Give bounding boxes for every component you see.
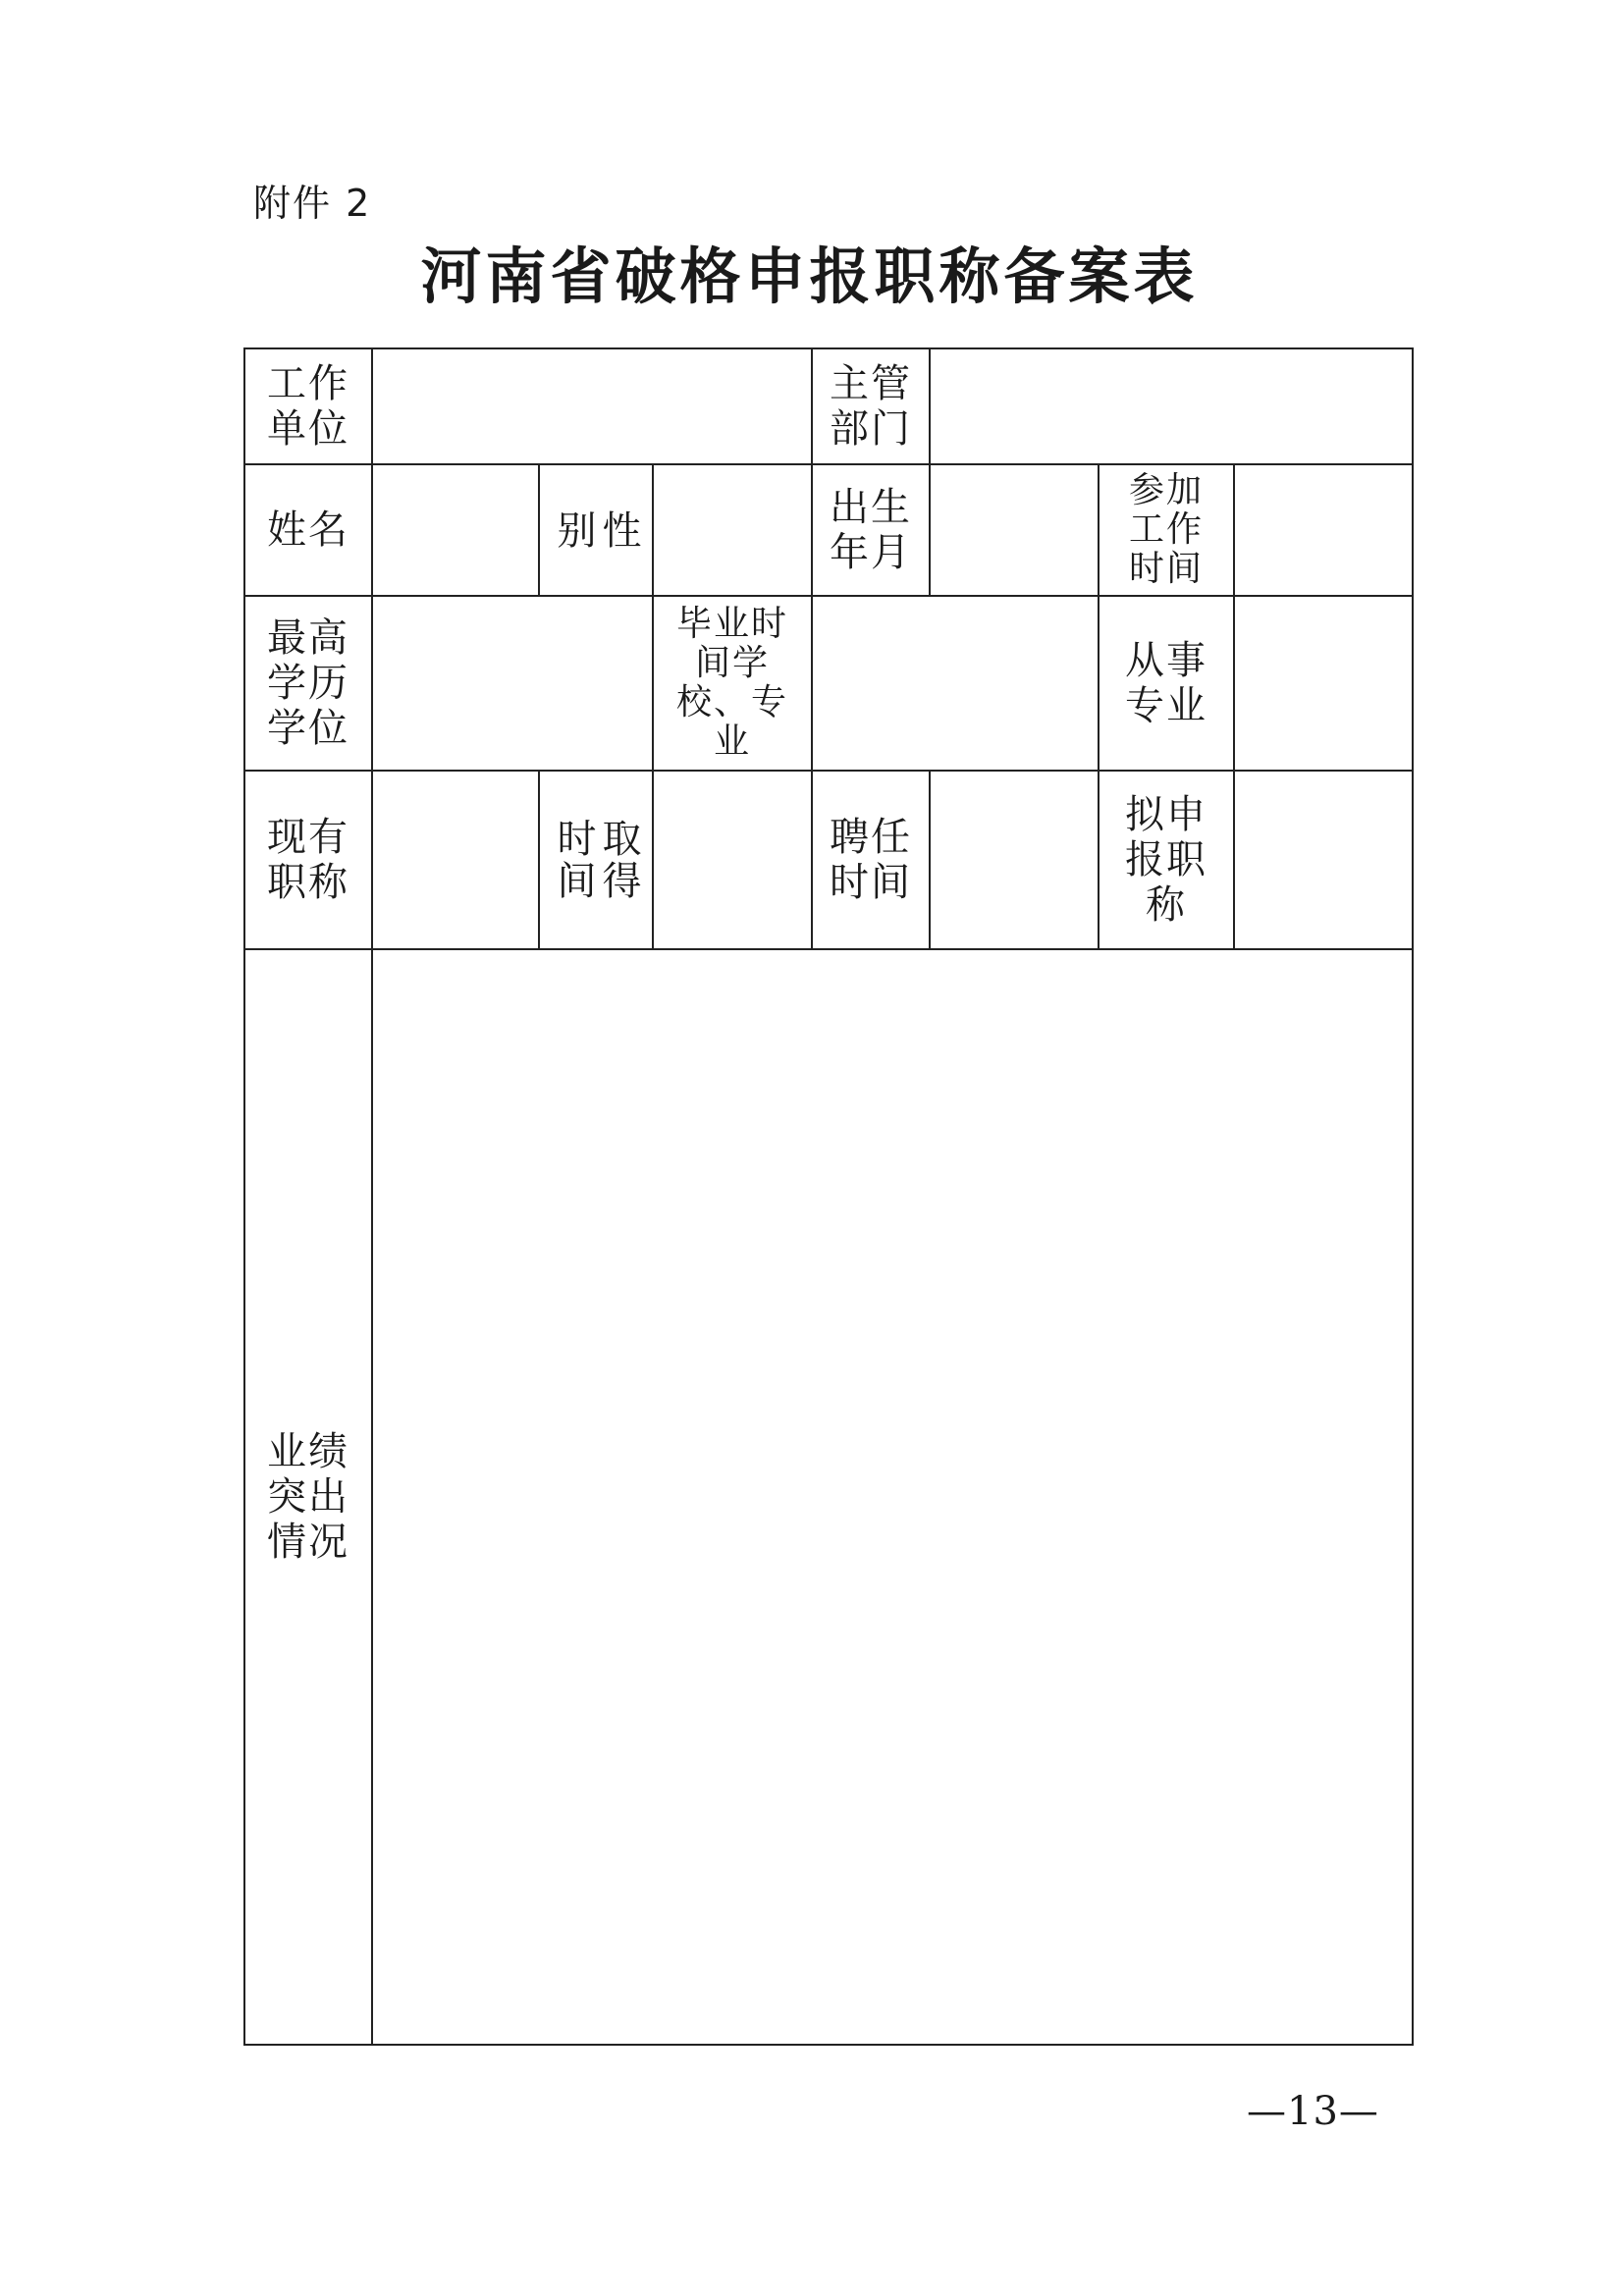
- work-start-field[interactable]: [1235, 465, 1412, 597]
- name-label-cell: [245, 465, 373, 597]
- current-title-label: 现有 职称: [267, 815, 349, 905]
- graduation-label-cell: [654, 597, 813, 772]
- name-label: 姓名: [267, 507, 349, 553]
- specialty-label-cell: [1099, 597, 1235, 772]
- work-unit-label: 工作 单位: [267, 361, 349, 452]
- gender-label-cell: [540, 465, 654, 597]
- work-start-label-cell: [1099, 465, 1235, 597]
- education-label-cell: [245, 597, 373, 772]
- page-title: 河南省破格申报职称备案表: [420, 240, 1199, 312]
- birth-label-cell: [813, 465, 931, 597]
- work-unit-label-cell: [245, 349, 373, 465]
- birth-field[interactable]: [931, 465, 1099, 597]
- current-title-field[interactable]: [373, 772, 540, 950]
- attachment-label: 附件 2: [253, 182, 372, 225]
- appointment-field[interactable]: [931, 772, 1099, 950]
- education-label: 最高 学历 学位: [267, 615, 349, 751]
- specialty-field[interactable]: [1235, 597, 1412, 772]
- applied-title-label-cell: [1099, 772, 1235, 950]
- obtained-time-field[interactable]: [654, 772, 813, 950]
- work-unit-field[interactable]: [373, 349, 813, 465]
- achievements-field[interactable]: [373, 950, 1412, 2044]
- specialty-label: 从事 专业: [1125, 638, 1207, 728]
- graduation-label: 毕业时 间学 校、专 业: [675, 604, 788, 762]
- birth-label: 出生 年月: [830, 485, 912, 575]
- graduation-field[interactable]: [813, 597, 1099, 772]
- achievements-label-cell: [245, 950, 373, 2044]
- supervisor-label-cell: [813, 349, 931, 465]
- work-start-label: 参加 工作 时间: [1128, 470, 1204, 589]
- supervisor-field[interactable]: [931, 349, 1412, 465]
- current-title-label-cell: [245, 772, 373, 950]
- appointment-label: 聘任 时间: [830, 815, 912, 905]
- name-field[interactable]: [373, 465, 540, 597]
- education-field[interactable]: [373, 597, 654, 772]
- filing-form-table: [243, 347, 1414, 2046]
- applied-title-label: 拟申 报职 称: [1125, 792, 1207, 928]
- applied-title-field[interactable]: [1235, 772, 1412, 950]
- obtained-time-label: 取得 时间: [551, 818, 641, 902]
- gender-field[interactable]: [654, 465, 813, 597]
- appointment-label-cell: [813, 772, 931, 950]
- obtained-time-label-cell: [540, 772, 654, 950]
- supervisor-label: 主管 部门: [830, 361, 912, 452]
- achievements-label: 业绩 突出 情况: [267, 1429, 349, 1565]
- gender-label: 性 别: [551, 508, 641, 552]
- page-number: —13—: [1247, 2089, 1379, 2134]
